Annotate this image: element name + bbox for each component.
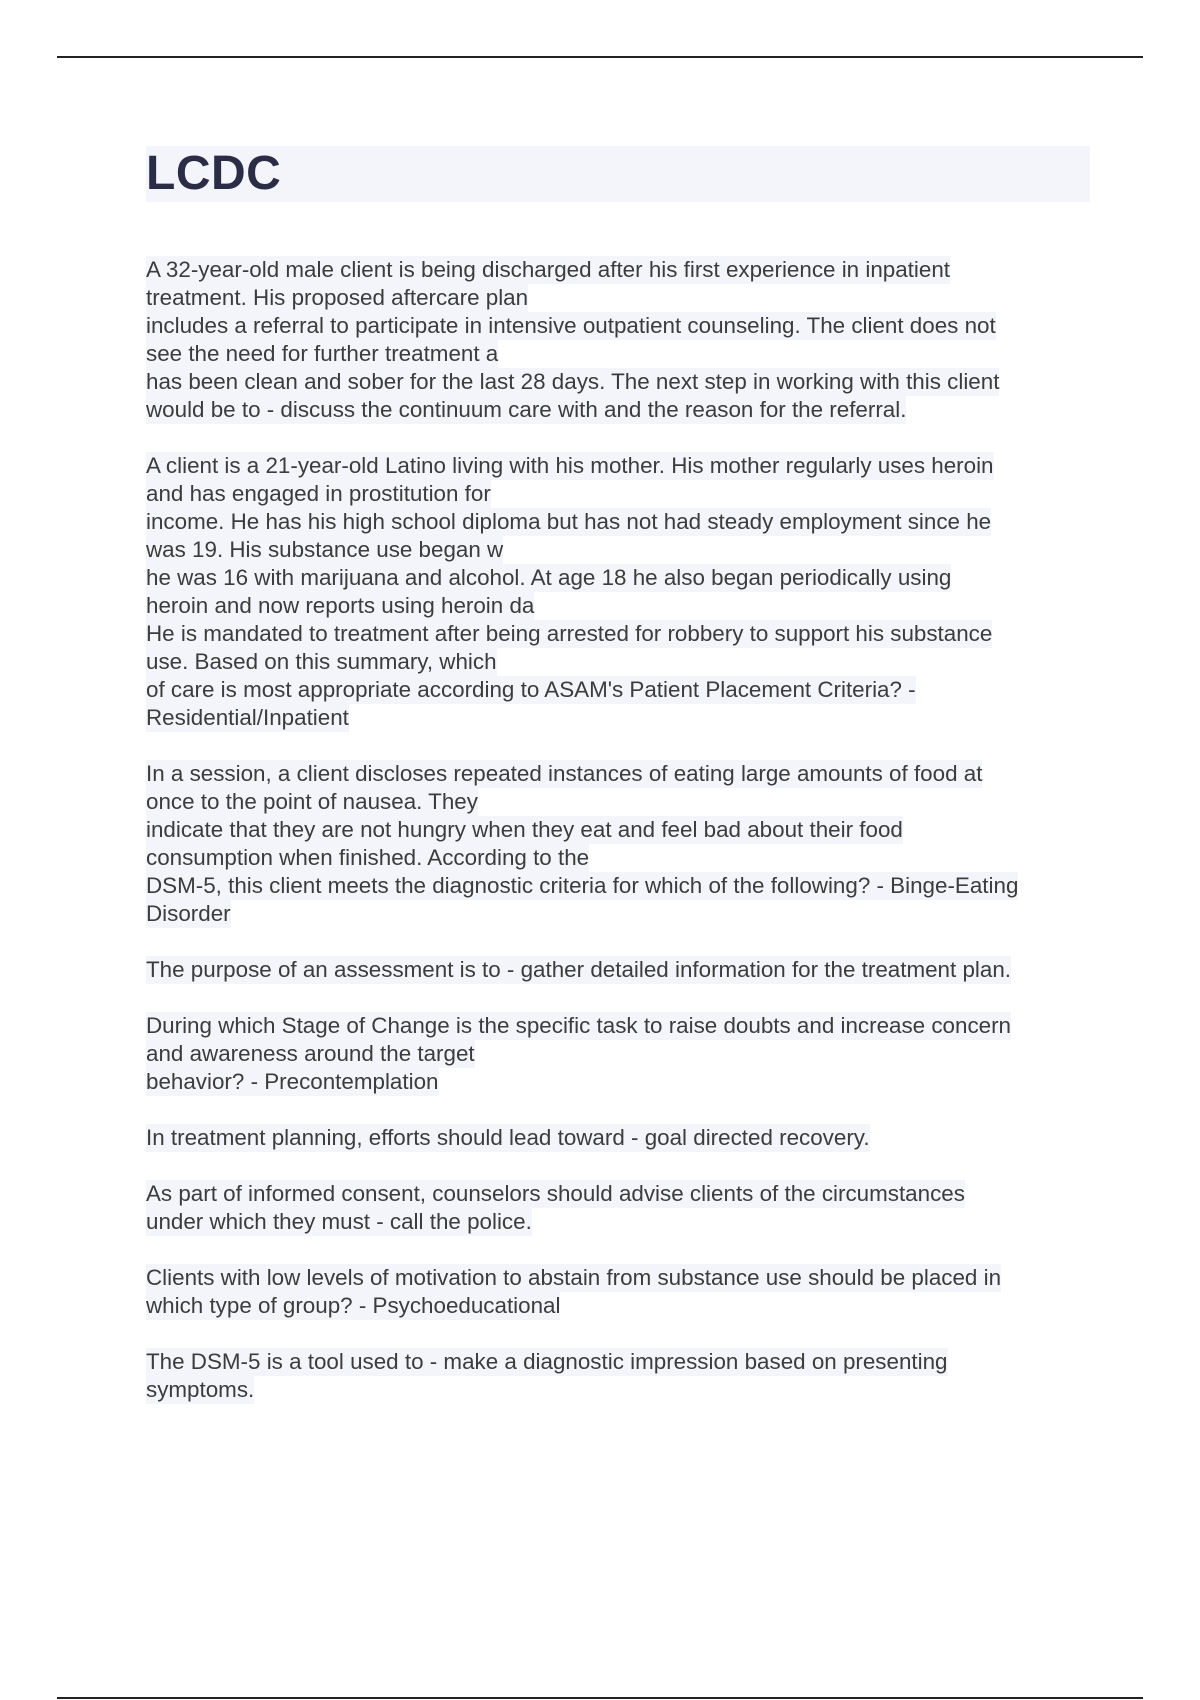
qa-entry — [146, 1012, 1106, 1096]
text-line: He is mandated to treatment after being arrested for robbery to support his substance — [146, 621, 993, 646]
text-line: heroin and now reports using heroin da — [146, 593, 535, 618]
text-line: and has engaged in prostitution for — [146, 481, 491, 506]
qa-entry — [146, 956, 1106, 984]
text-line: The purpose of an assessment is to - gather detailed information for the treatment plan. — [146, 957, 1012, 982]
text-line: income. He has his high school diploma but has not had steady employment since he — [146, 509, 992, 534]
text-line: DSM-5, this client meets the diagnostic criteria for which of the following? - Binge-Eating — [146, 873, 1019, 898]
text-line: Disorder — [146, 901, 231, 926]
text-line: would be to - discuss the continuum care with and the reason for the referral. — [146, 397, 907, 422]
text-line: treatment. His proposed aftercare plan — [146, 285, 529, 310]
text-line: A 32-year-old male client is being discharged after his first experience in inpatient — [146, 257, 951, 282]
text-line: A client is a 21-year-old Latino living with his mother. His mother regularly uses heroin — [146, 453, 994, 478]
text-line: under which they must - call the police. — [146, 1209, 532, 1234]
page-title: LCDC — [146, 146, 1090, 202]
qa-entry — [146, 1124, 1106, 1152]
qa-entry — [146, 452, 1106, 732]
text-line: Clients with low levels of motivation to abstain from substance use should be placed in — [146, 1265, 1002, 1290]
qa-entry — [146, 1348, 1106, 1404]
text-line: see the need for further treatment a — [146, 341, 499, 366]
text-line: As part of informed consent, counselors should advise clients of the circumstances — [146, 1181, 965, 1206]
text-line: use. Based on this summary, which — [146, 649, 497, 674]
text-line: was 19. His substance use began w — [146, 537, 504, 562]
text-line: The DSM-5 is a tool used to - make a diagnostic impression based on presenting — [146, 1349, 948, 1374]
qa-entry — [146, 1264, 1106, 1320]
qa-entry — [146, 760, 1106, 928]
text-line: he was 16 with marijuana and alcohol. At age 18 he also began periodically using — [146, 565, 952, 590]
text-line: includes a referral to participate in intensive outpatient counseling. The client does not — [146, 313, 996, 338]
text-line: has been clean and sober for the last 28 days. The next step in working with this client — [146, 369, 1000, 394]
text-line: Residential/Inpatient — [146, 705, 349, 730]
text-line: symptoms. — [146, 1377, 255, 1402]
text-line: During which Stage of Change is the specific task to raise doubts and increase concern — [146, 1013, 1012, 1038]
text-line: of care is most appropriate according to ASAM's Patient Placement Criteria? - — [146, 677, 916, 702]
qa-entry — [146, 256, 1106, 424]
text-line: which type of group? - Psychoeducational — [146, 1293, 561, 1318]
qa-entry — [146, 1180, 1106, 1236]
document-body — [146, 256, 1106, 1432]
text-line: In treatment planning, efforts should lead toward - goal directed recovery. — [146, 1125, 870, 1150]
text-line: consumption when finished. According to the — [146, 845, 590, 870]
text-line: indicate that they are not hungry when they eat and feel bad about their food — [146, 817, 903, 842]
text-line: once to the point of nausea. They — [146, 789, 478, 814]
top-rule — [57, 56, 1143, 58]
bottom-rule — [57, 1697, 1143, 1699]
text-line: behavior? - Precontemplation — [146, 1069, 439, 1094]
text-line: and awareness around the target — [146, 1041, 475, 1066]
text-line: In a session, a client discloses repeated instances of eating large amounts of food at — [146, 761, 983, 786]
